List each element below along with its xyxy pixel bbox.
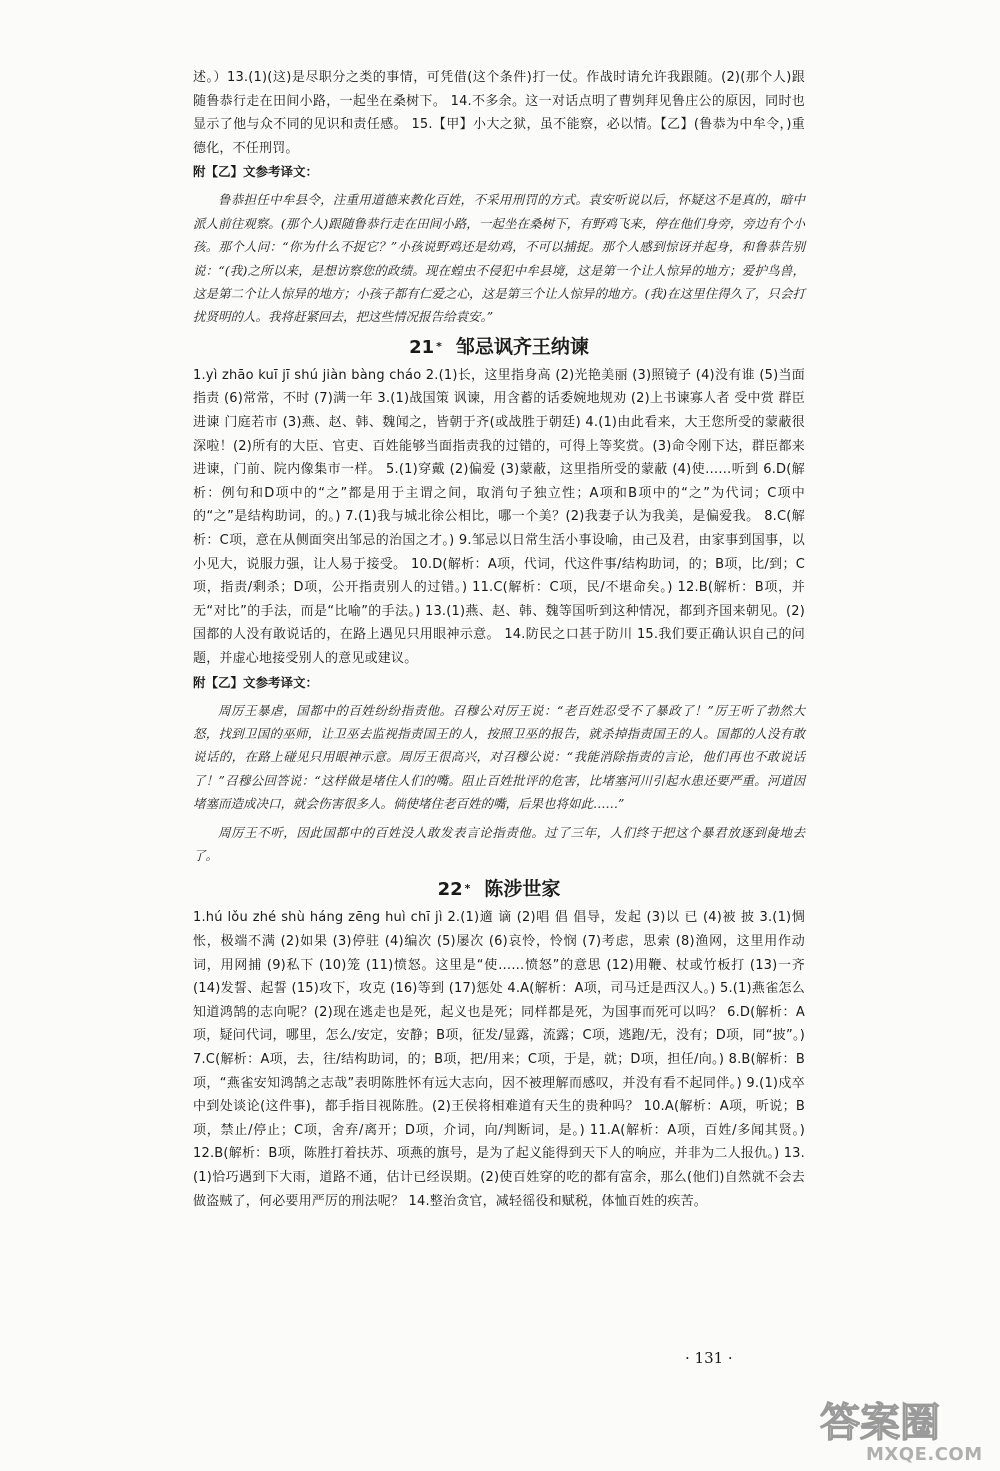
answers-continued: 述。）13.(1)(这)是尽职分之类的事情，可凭借(这个条件)打一仗。作战时请允许我跟随。(2)(那个人)跟随鲁恭行走在田间小路，一起坐在桑树下。 14.不多余。这一对话点明了曹刿拜见鲁庄公的原因，同时也显示了他与众不同的见识和责任感。 15.【甲】小大之狱，虽不能察，必以情。【乙】(鲁恭为中牟令，)重德化，不任刑罚。 <box>193 70 805 156</box>
lesson-title <box>193 873 805 906</box>
translation-text: 周厉王暴虐，国都中的百姓纷纷指责他。召穆公对厉王说：“老百姓忍受不了暴政了！”厉王听了勃然大怒，找到卫国的巫师，让卫巫去监视指责国王的人，按照卫巫的报告，就杀掉指责国王的人。国都的人没有敢说话的，在路上碰见只用眼神示意。周厉王很高兴，对召穆公说：“我能消除指责的言论，他们再也不敢说话了！”召穆公回答说：“这样做是堵住人们的嘴。阻止百姓批评的危害，比堵塞河川引起水患还要严重。河道因堵塞而造成决口，就会伤害很多人。倘使堵住老百姓的嘴，后果也将如此……” <box>193 702 805 812</box>
lesson-star: * <box>464 882 471 896</box>
translation-header: 附【乙】文参考译文： <box>193 674 319 690</box>
lesson-name: 邹忌讽齐王纳谏 <box>455 335 589 358</box>
lesson-star: * <box>436 339 442 353</box>
watermark-url: MXQE.COM <box>866 1444 983 1465</box>
watermark-logo-text: 答案圈 <box>820 1400 940 1446</box>
answer-page <box>193 66 805 1213</box>
lesson-title <box>193 331 805 364</box>
translation-header: 附【乙】文参考译文： <box>193 164 319 180</box>
lesson-answers: 1.yì zhāo kuī jī shú jiàn bàng cháo 2.(1)长，这里指身高 (2)光艳美丽 (3)照镜子 (4)没有谁 (5)当面指责 (6)常常，不时 (7)满一年 3.(1)战国策 讽谏，用含蓄的话委婉地规劝 (2)上书谏寡人者 受中赏 群臣进谏 门庭若市 (3)燕、赵、韩、魏闻之，皆朝于齐(或战胜于朝廷) 4.(1)由此看来，大王您所受的蒙蔽很深啦！(2)所有的大臣、官吏、百姓能够当面指责我的过错的，可得上等奖赏。(3)命令刚下达，群臣都来进谏，门前、院内像集市一样。 5.(1)穿戴 (2)偏爱 (3)蒙蔽，这里指所受的蒙蔽 (4)使……听到 6.D(解析：例句和D项中的“之”都是用于主谓之间，取消句子独立性；A项和B项中的“之”为代词；C项中的“之”是结构助词，的。) 7.(1)我与城北徐公相比，哪一个美？(2)我妻子认为我美，是偏爱我。 8.C(解析：C项，意在从侧面突出邹忌的治国之才。) 9.邹忌以日常生活小事设喻，由己及君，由家事到国事，以小见大，说服力强，让人易于接受。 10.D(解析：A项，代词，代这件事/结构助词，的；B项，比/到；C项，指责/剩杀；D项，公开指责别人的过错。) 11.C(解析：C项，民/不堪命矣。) 12.B(解析：B项，并无“对比”的手法，而是“比喻”的手法。) 13.(1)燕、赵、韩、魏等国听到这种情况，都到齐国来朝见。(2)国都的人没有敢说话的，在路上遇见只用眼神示意。 14.防民之口甚于防川 15.我们要正确认识自己的问题，并虚心地接受别人的意见或建议。 <box>193 367 805 666</box>
lesson-number: 22 <box>437 879 463 901</box>
lesson-answers: 1.hú lǒu zhé shù háng zēng huì chī jì 2.(1)適 谪 (2)唱 倡 倡导，发起 (3)以 已 (4)被 披 3.(1)惆怅，极端不满 (2)如果 (3)停驻 (4)编次 (5)屡次 (6)哀怜，怜悯 (7)考虑，思索 (8)渔网，这里用作动词，用网捕 (9)私下 (10)笼 (11)愤怒。这里是“使……愤怒”的意思 (12)用鞭、杖或竹板打 (13)一齐 (14)发誓、起誓 (15)攻下，攻克 (16)等到 (17)惩处 4.A(解析：A项，司马迁是西汉人。) 5.(1)燕雀怎么知道鸿鹄的志向呢？(2)现在逃走也是死，起义也是死；同样都是死，为国事而死可以吗？ 6.D(解析：A项，疑问代词，哪里，怎么/安定，安静；B项，征发/显露，流露；C项，逃跑/无，没有；D项，同“披”。) 7.C(解析：A项，去，往/结构助词，的；B项，把/用来；C项，于是，就；D项，担任/向。) 8.B(解析：B项，“燕雀安知鸿鹄之志哉”表明陈胜怀有远大志向，因不被理解而感叹，并没有看不起同伴。) 9.(1)戍卒中到处谈论(这件事)，都手指目视陈胜。(2)王侯将相难道有天生的贵种吗？ 10.A(解析：A项，听说；B项，禁止/停止；C项，舍弃/离开；D项，介词，向/判断词，是。) 11.A(解析：A项，百姓/多闻其贤。) 12.B(解析：B项，陈胜打着扶苏、项燕的旗号，是为了起义能得到天下人的响应，并非为二人报仇。) 13.(1)恰巧遇到下大雨，道路不通，估计已经误期。(2)使百姓穿的吃的都有富余，那么(他们)自然就不会去做盗贼了，何必要用严厉的刑法呢？ 14.整治贪官，减轻徭役和赋税，体恤百姓的疾苦。 <box>193 910 805 1209</box>
lesson-number: 21 <box>409 336 435 358</box>
page-number: · 131 · <box>685 1349 733 1367</box>
lesson-name: 陈涉世家 <box>484 878 561 901</box>
translation-text: 鲁恭担任中牟县令，注重用道德来教化百姓，不采用刑罚的方式。袁安听说以后，怀疑这不是真的，暗中派人前往观察。(那个人)跟随鲁恭行走在田间小路，一起坐在桑树下，有野鸡飞来，停在他们身旁，旁边有个小孩。那个人问：“你为什么不捉它？”小孩说野鸡还是幼鸡，不可以捕捉。那个人感到惊讶并起身，和鲁恭告别说：“(我)之所以来，是想访察您的政绩。现在蝗虫不侵犯中牟县境，这是第一个让人惊异的地方；爱护鸟兽，这是第二个让人惊异的地方；小孩子都有仁爱之心，这是第三个让人惊异的地方。(我)在这里住得久了，只会打扰贤明的人。我将赶紧回去，把这些情况报告给袁安。” <box>193 192 805 325</box>
translation-text: 周厉王不听，因此国都中的百姓没人敢发表言论指责他。过了三年，人们终于把这个暴君放逐到彘地去了。 <box>193 824 805 863</box>
